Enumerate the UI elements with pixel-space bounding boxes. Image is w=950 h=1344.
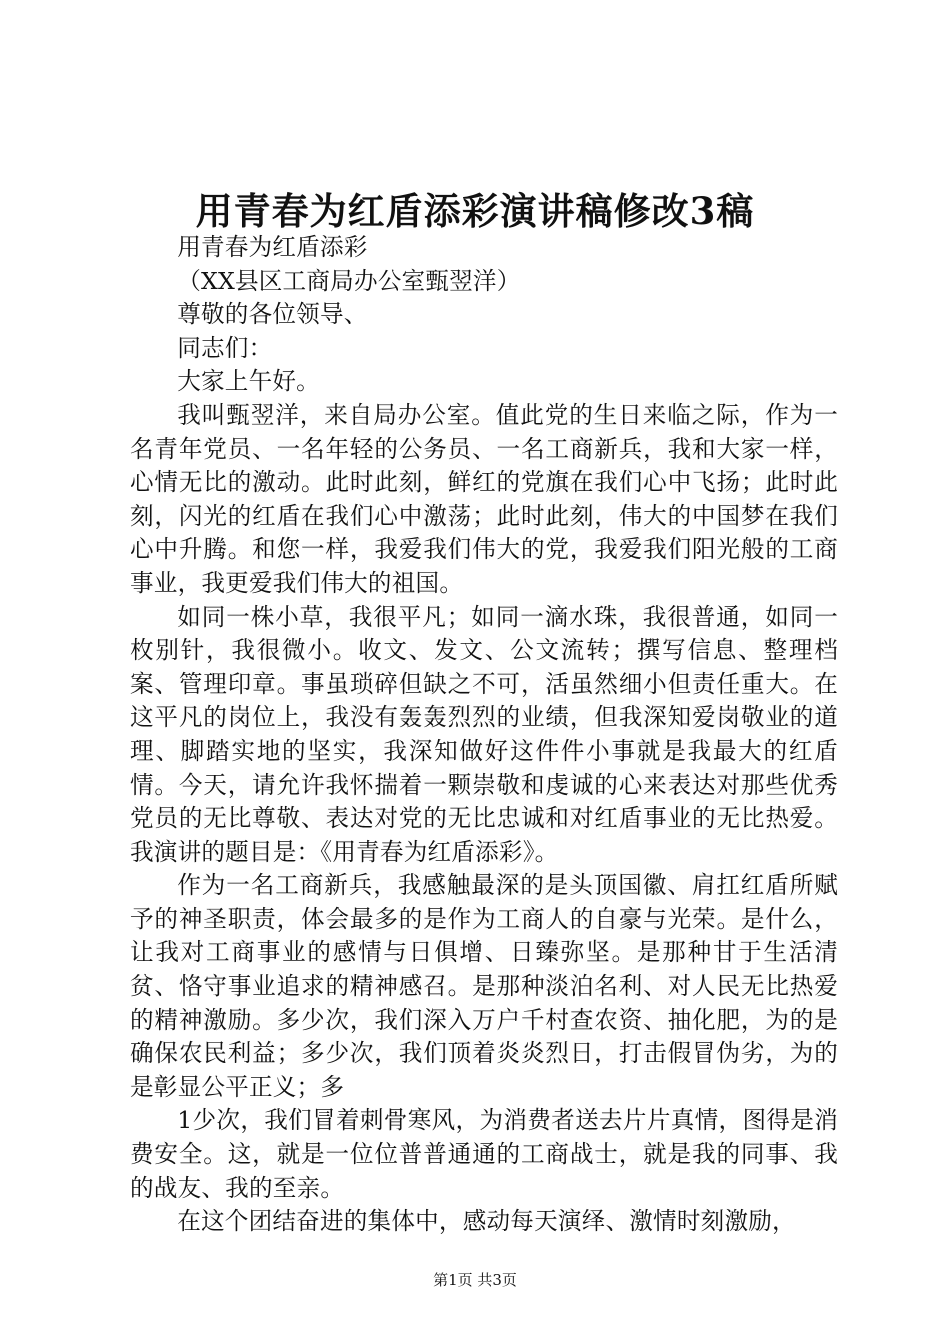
page-footer: 第1页 共3页	[433, 1271, 517, 1289]
speech-title: 用青春为红盾添彩	[177, 233, 368, 261]
greeting: 大家上午好。	[177, 367, 320, 396]
document-body	[130, 231, 838, 1239]
author-line: （XX县区工商局办公室甄翌洋）	[177, 266, 521, 295]
salutation-comrades: 同志们：	[177, 333, 273, 362]
body-paragraph: 我叫甄翌洋，来自局办公室。值此党的生日来临之际，作为一名青年党员、一名年轻的公务员、一名工商新兵，我和大家一样，心情无比的激动。此时此刻，鲜红的党旗在我们心中飞扬；此时此刻，闪光的红盾在我们心中激荡；此时此刻，伟大的中国梦在我们心中升腾。和您一样，我爱我们伟大的党，我爱我们阳光般的工商事业，我更爱我们伟大的祖国。	[130, 400, 838, 597]
body-paragraph: 在这个团结奋进的集体中，感动每天演绎、激情时刻激励，	[177, 1207, 796, 1236]
body-paragraph: 作为一名工商新兵，我感触最深的是头顶国徽、肩扛红盾所赋予的神圣职责，体会最多的是作为工商人的自豪与光荣。是什么，让我对工商事业的感情与日俱增、日臻弥坚。是那种甘于生活清贫、恪守事业追求的精神感召。是那种淡泊名利、对人民无比热爱的精神激励。多少次，我们深入万户千村查农资、抽化肥，为的是确保农民利益；多少次，我们顶着炎炎烈日，打击假冒伪劣，为的是彰显公平正义；多	[130, 871, 838, 1101]
body-paragraph: 1少次，我们冒着刺骨寒风，为消费者送去片片真情，图得是消费安全。这，就是一位位普普通通的工商战士，就是我的同事、我的战友、我的至亲。	[130, 1106, 838, 1202]
salutation-leaders: 尊敬的各位领导、	[177, 300, 368, 329]
document-title: 用青春为红盾添彩演讲稿修改3稿	[195, 189, 755, 233]
body-paragraph: 如同一株小草，我很平凡；如同一滴水珠，我很普通，如同一枚别针，我很微小。收文、发文、公文流转；撰写信息、整理档案、管理印章。事虽琐碎但缺之不可，活虽然细小但责任重大。在这平凡的岗位上，我没有轰轰烈烈的业绩，但我深知爱岗敬业的道理、脚踏实地的坚实，我深知做好这件件小事就是我最大的红盾情。今天，请允许我怀揣着一颗崇敬和虔诚的心来表达对那些优秀党员的无比尊敬、表达对党的无比忠诚和对红盾事业的无比热爱。我演讲的题目是：《用青春为红盾添彩》。	[130, 602, 838, 866]
